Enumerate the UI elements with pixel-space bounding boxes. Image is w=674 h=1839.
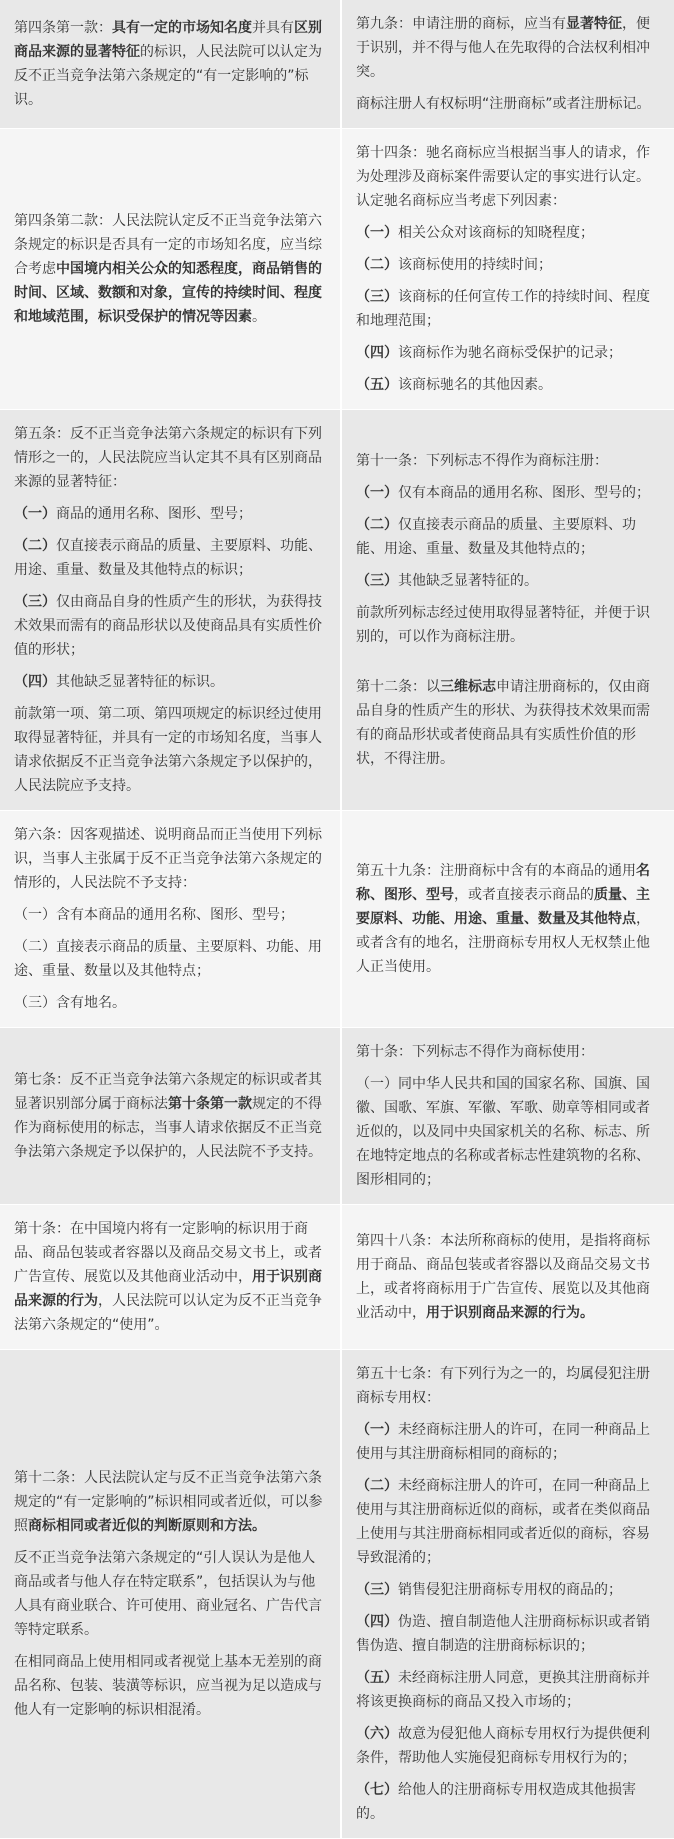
text-segment: 第十一条：下列标志不得作为商标注册： bbox=[356, 453, 608, 469]
article-paragraph bbox=[356, 449, 662, 473]
text-segment: 并具有 bbox=[252, 20, 294, 36]
text-segment: 第四十八条：本法所称商标的使用，是指将商标用于商品、商品包装或者容器以及商品交易文书上，或者将商标用于广告宣传、展览以及其他商业活动中， bbox=[356, 1233, 650, 1321]
bold-text: （一） bbox=[356, 1422, 398, 1438]
article-paragraph bbox=[14, 1546, 328, 1642]
bold-text: （三） bbox=[14, 594, 56, 610]
article-paragraph bbox=[356, 221, 662, 245]
article-paragraph bbox=[356, 341, 662, 365]
text-segment: （一）含有本商品的通用名称、图形、型号； bbox=[14, 907, 294, 923]
bold-text: （一） bbox=[14, 506, 56, 522]
bold-text: （七） bbox=[356, 1782, 398, 1798]
text-segment: ，或者含有的地名，注册商标专用权人无权禁止他人正当使用。 bbox=[356, 911, 650, 975]
bold-text: （一） bbox=[356, 225, 398, 241]
text-segment: 仅由商品自身的性质产生的形状，为获得技术效果而需有的商品形状以及使商品具有实质性价值的形状； bbox=[14, 594, 322, 658]
article-paragraph bbox=[356, 1072, 662, 1192]
text-segment: （二）直接表示商品的质量、主要原料、功能、用途、重量、数量以及其他特点； bbox=[14, 939, 322, 979]
text-segment: 前款第一项、第二项、第四项规定的标识经过使用取得显著特征，并具有一定的市场知名度，当事人请求依据反不正当竞争法第六条规定予以保护的，人民法院应予支持。 bbox=[14, 706, 322, 794]
text-segment: 第四条第一款： bbox=[14, 20, 112, 36]
bold-text: 区别商品来源的显著特征 bbox=[14, 20, 322, 60]
article-paragraph bbox=[356, 859, 662, 979]
article-paragraph bbox=[356, 1666, 662, 1714]
bold-text: 三维标志 bbox=[440, 679, 496, 695]
bold-text: （五） bbox=[356, 377, 398, 393]
trademark-law-cell bbox=[342, 0, 674, 129]
text-segment: 仅有本商品的通用名称、图形、型号的； bbox=[398, 485, 650, 501]
text-segment: 第五十七条：有下列行为之一的，均属侵犯注册商标专用权： bbox=[356, 1366, 650, 1406]
bold-text: （四） bbox=[14, 674, 56, 690]
bold-text: （二） bbox=[14, 538, 56, 554]
bold-text: （五） bbox=[356, 1670, 398, 1686]
article-paragraph bbox=[356, 601, 662, 649]
bold-text: （二） bbox=[356, 257, 398, 273]
text-segment: 规定的不得作为商标使用的标志，当事人请求依据反不正当竞争法第六条规定予以保护的，人民法院不予支持。 bbox=[14, 1096, 322, 1160]
text-segment: 第九条：申请注册的商标，应当有 bbox=[356, 16, 566, 32]
article-paragraph bbox=[356, 1778, 662, 1826]
article-paragraph bbox=[14, 935, 328, 983]
bold-text: 具有一定的市场知名度 bbox=[112, 20, 252, 36]
text-segment: 第五条：反不正当竞争法第六条规定的标识有下列情形之一的，人民法院应当认定其不具有区别商品来源的显著特征： bbox=[14, 426, 322, 490]
article-paragraph bbox=[14, 1068, 328, 1164]
bold-text: （四） bbox=[356, 1614, 398, 1630]
article-paragraph bbox=[14, 991, 328, 1015]
article-paragraph bbox=[356, 253, 662, 277]
text-segment: ，人民法院可以认定为反不正当竞争法第六条规定的“使用”。 bbox=[14, 1293, 322, 1333]
article-paragraph bbox=[356, 141, 662, 213]
unfair-competition-cell bbox=[0, 1028, 342, 1205]
trademark-law-cell bbox=[342, 1350, 674, 1839]
bold-text: （三） bbox=[356, 573, 398, 589]
trademark-law-cell bbox=[342, 410, 674, 811]
text-segment: 销售侵犯注册商标专用权的商品的； bbox=[398, 1582, 622, 1598]
text-segment: 第七条：反不正当竞争法第六条规定的标识或者其显著识别部分属于商标法 bbox=[14, 1072, 322, 1112]
text-segment: 的标识，人民法院可以认定为反不正当竞争法第六条规定的“有一定影响的”标识。 bbox=[14, 44, 322, 108]
article-paragraph bbox=[14, 823, 328, 895]
text-segment: 该商标作为驰名商标受保护的记录； bbox=[398, 345, 622, 361]
text-segment: 未经商标注册人同意，更换其注册商标并将该更换商标的商品又投入市场的； bbox=[356, 1670, 650, 1710]
text-segment: 第十二条：人民法院认定与反不正当竞争法第六条规定的“有一定影响的”标识相同或者近似，可以参照 bbox=[14, 1470, 323, 1534]
article-paragraph bbox=[14, 702, 328, 798]
text-segment: 第十四条：驰名商标应当根据当事人的请求，作为处理涉及商标案件需要认定的事实进行认定。认定驰名商标应当考虑下列因素： bbox=[356, 145, 650, 209]
bold-text: 中国境内相关公众的知悉程度，商品销售的时间、区域、数额和对象，宣传的持续时间、程度和地域范围，标识受保护的情况等因素 bbox=[14, 261, 322, 325]
text-segment: 未经商标注册人的许可，在同一种商品上使用与其注册商标相同的商标的； bbox=[356, 1422, 650, 1462]
text-segment: 仅直接表示商品的质量、主要原料、功能、用途、重量、数量及其他特点的； bbox=[356, 517, 636, 557]
article-paragraph bbox=[14, 670, 328, 694]
bold-text: 第十条第一款 bbox=[168, 1096, 252, 1112]
text-segment: （一）同中华人民共和国的国家名称、国旗、国徽、国歌、军旗、军徽、军歌、勋章等相同或者近似的，以及同中央国家机关的名称、标志、所在地特定地点的名称或者标志性建筑物的名称、图形相同的； bbox=[356, 1076, 650, 1188]
text-segment: 。 bbox=[252, 309, 266, 325]
bold-text: 用于识别商品来源的行为 bbox=[14, 1269, 322, 1309]
unfair-competition-cell bbox=[0, 410, 342, 811]
article-paragraph bbox=[356, 1474, 662, 1570]
bold-text: 商标相同或者近似的判断原则和方法。 bbox=[28, 1518, 266, 1534]
article-paragraph bbox=[14, 903, 328, 927]
text-segment: 商标注册人有权标明“注册商标”或者注册标记。 bbox=[356, 96, 651, 112]
unfair-competition-cell bbox=[0, 811, 342, 1028]
article-paragraph bbox=[14, 1650, 328, 1722]
bold-text: （三） bbox=[356, 1582, 398, 1598]
trademark-law-cell bbox=[342, 129, 674, 410]
unfair-competition-cell bbox=[0, 1350, 342, 1839]
bold-text: （六） bbox=[356, 1726, 398, 1742]
bold-text: （二） bbox=[356, 1478, 398, 1494]
text-segment: 在相同商品上使用相同或者视觉上基本无差别的商品名称、包装、装潢等标识，应当视为足以造成与他人有一定影响的标识相混淆。 bbox=[14, 1654, 322, 1718]
bold-text: 显著特征 bbox=[566, 16, 622, 32]
text-segment: 第六条：因客观描述、说明商品而正当使用下列标识，当事人主张属于反不正当竞争法第六条规定的情形的，人民法院不予支持： bbox=[14, 827, 322, 891]
article-paragraph bbox=[14, 1466, 328, 1538]
text-segment: 第十条：在中国境内将有一定影响的标识用于商品、商品包装或者容器以及商品交易文书上，或者广告宣传、展览以及其他商业活动中， bbox=[14, 1221, 322, 1285]
bold-text: （三） bbox=[356, 289, 398, 305]
article-paragraph bbox=[14, 534, 328, 582]
text-segment: 前款所列标志经过使用取得显著特征，并便于识别的，可以作为商标注册。 bbox=[356, 605, 650, 645]
text-segment: 其他缺乏显著特征的标识。 bbox=[56, 674, 224, 690]
article-paragraph bbox=[356, 92, 662, 116]
article-paragraph bbox=[14, 209, 328, 329]
article-paragraph bbox=[356, 513, 662, 561]
text-segment: 其他缺乏显著特征的。 bbox=[398, 573, 538, 589]
article-paragraph bbox=[356, 285, 662, 333]
text-segment: 申请注册商标的，仅由商品自身的性质产生的形状、为获得技术效果而需有的商品形状或者使商品具有实质性价值的形状，不得注册。 bbox=[356, 679, 650, 767]
article-paragraph bbox=[356, 1578, 662, 1602]
text-segment: 第四条第二款：人民法院认定反不正当竞争法第六条规定的标识是否具有一定的市场知名度，应当综合考虑 bbox=[14, 213, 322, 277]
article-paragraph bbox=[356, 373, 662, 397]
text-segment: 该商标使用的持续时间； bbox=[398, 257, 552, 273]
trademark-law-cell bbox=[342, 1205, 674, 1350]
bold-text: 质量、主要原料、功能、用途、重量、数量及其他特点 bbox=[356, 887, 650, 927]
text-segment: 第十条：下列标志不得作为商标使用： bbox=[356, 1044, 594, 1060]
article-paragraph bbox=[356, 1362, 662, 1410]
unfair-competition-cell bbox=[0, 0, 342, 129]
article-paragraph bbox=[356, 569, 662, 593]
trademark-law-cell bbox=[342, 811, 674, 1028]
article-paragraph bbox=[14, 16, 328, 112]
text-segment: 商品的通用名称、图形、型号； bbox=[56, 506, 252, 522]
trademark-law-cell bbox=[342, 1028, 674, 1205]
text-segment: ，或者直接表示商品的 bbox=[454, 887, 594, 903]
bold-text: （一） bbox=[356, 485, 398, 501]
text-segment: 故意为侵犯他人商标专用权行为提供便利条件，帮助他人实施侵犯商标专用权行为的； bbox=[356, 1726, 650, 1766]
article-paragraph bbox=[14, 502, 328, 526]
unfair-competition-cell bbox=[0, 129, 342, 410]
article-paragraph bbox=[356, 1722, 662, 1770]
article-paragraph bbox=[356, 481, 662, 505]
article-paragraph bbox=[356, 1040, 662, 1064]
text-segment: 未经商标注册人的许可，在同一种商品上使用与其注册商标近似的商标，或者在类似商品上使用与其注册商标相同或者近似的商标，容易导致混淆的； bbox=[356, 1478, 650, 1566]
article-paragraph bbox=[356, 1610, 662, 1658]
text-segment: 伪造、擅自制造他人注册商标标识或者销售伪造、擅自制造的注册商标标识的； bbox=[356, 1614, 650, 1654]
bold-text: 用于识别商品来源的行为。 bbox=[426, 1305, 594, 1321]
text-segment: 该商标的任何宣传工作的持续时间、程度和地理范围； bbox=[356, 289, 650, 329]
bold-text: （四） bbox=[356, 345, 398, 361]
article-paragraph bbox=[14, 590, 328, 662]
article-paragraph bbox=[356, 12, 662, 84]
text-segment: 相关公众对该商标的知晓程度； bbox=[398, 225, 594, 241]
text-segment: 给他人的注册商标专用权造成其他损害的。 bbox=[356, 1782, 636, 1822]
unfair-competition-cell bbox=[0, 1205, 342, 1350]
article-paragraph bbox=[356, 675, 662, 771]
text-segment: （三）含有地名。 bbox=[14, 995, 126, 1011]
text-segment: ，便于识别，并不得与他人在先取得的合法权利相冲突。 bbox=[356, 16, 650, 80]
article-paragraph bbox=[356, 1418, 662, 1466]
text-segment: 反不正当竞争法第六条规定的“引人误认为是他人商品或者与他人存在特定联系”，包括误认为与他人具有商业联合、许可使用、商业冠名、广告代言等特定联系。 bbox=[14, 1550, 322, 1638]
text-segment: 该商标驰名的其他因素。 bbox=[398, 377, 552, 393]
text-segment: 仅直接表示商品的质量、主要原料、功能、用途、重量、数量及其他特点的标识； bbox=[14, 538, 322, 578]
bold-text: （二） bbox=[356, 517, 398, 533]
text-segment: 第十二条：以 bbox=[356, 679, 440, 695]
article-paragraph bbox=[356, 1229, 662, 1325]
bold-text: 名称、图形、型号 bbox=[356, 863, 650, 903]
text-segment: 第五十九条：注册商标中含有的本商品的通用 bbox=[356, 863, 636, 879]
article-paragraph bbox=[14, 1217, 328, 1337]
article-paragraph bbox=[14, 422, 328, 494]
